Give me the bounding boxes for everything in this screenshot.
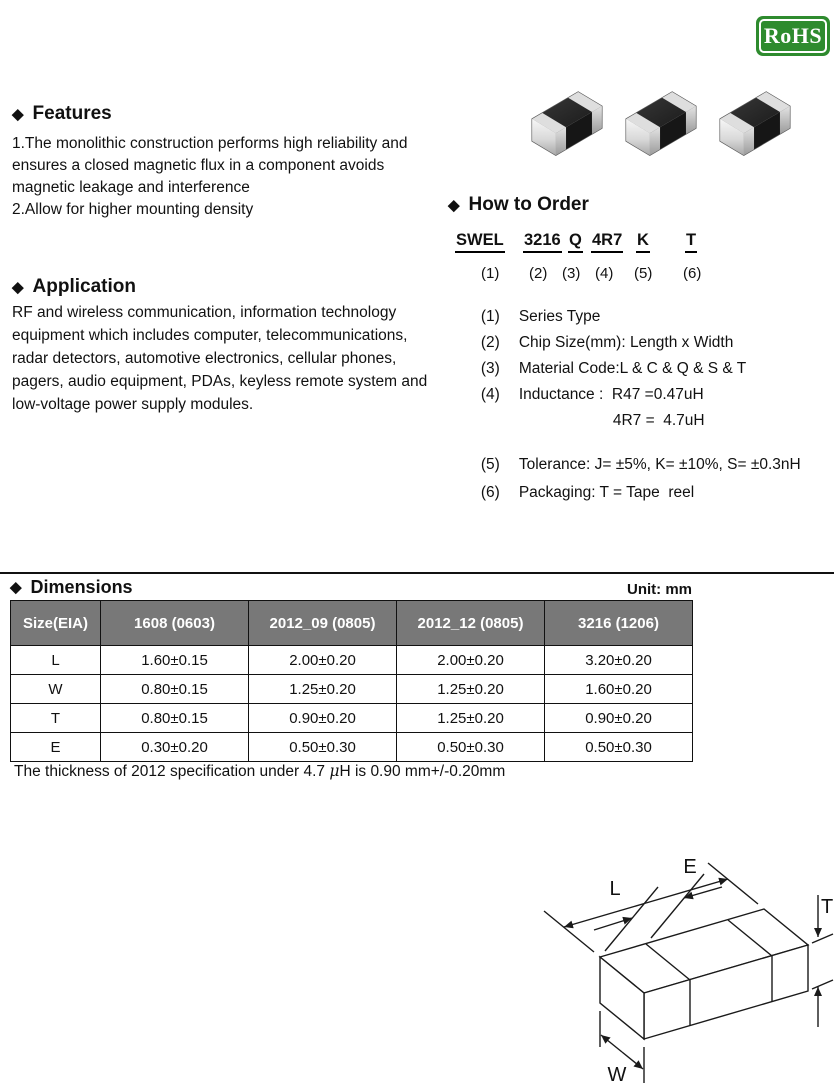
chip-photo [621, 82, 701, 158]
features-line: 1.The monolithic construction performs high reliability and [12, 135, 408, 152]
diamond-icon: ◆ [12, 278, 24, 296]
dimension-drawing [520, 835, 834, 1085]
features-line: magnetic leakage and interference [12, 179, 250, 196]
order-code-material: Q [568, 231, 583, 253]
cell: 1.25±0.20 [249, 675, 397, 704]
diamond-icon: ◆ [448, 196, 460, 214]
label-E: E [683, 856, 697, 878]
order-code [455, 231, 755, 289]
cell: 0.80±0.15 [101, 675, 249, 704]
cell: 0.90±0.20 [545, 704, 693, 733]
cell: 2.00±0.20 [249, 646, 397, 675]
column-header: 1608 (0603) [101, 601, 249, 646]
diamond-icon: ◆ [10, 579, 22, 596]
chip-photo [715, 82, 795, 158]
order-note-series: (1) Series Type [480, 308, 601, 325]
w-dimension-arrow [601, 1035, 622, 1052]
label-T: T [821, 896, 834, 918]
cell: 1.25±0.20 [397, 704, 545, 733]
features-heading [12, 103, 112, 125]
cell: 0.30±0.20 [101, 733, 249, 762]
e-dimension-arrow [594, 918, 632, 930]
extension-line [812, 934, 833, 943]
order-note-inductance-line2: 4R7 = 4.7uH [612, 412, 705, 429]
thickness-note: The thickness of 2012 specification under 4.7 μH is 0.90 mm+/-0.20mm [14, 762, 506, 780]
order-position-label: (4) [595, 265, 614, 282]
l-dimension-arrow [646, 879, 728, 903]
order-position-label: (6) [683, 265, 702, 282]
order-code-tolerance: K [636, 231, 650, 253]
cell: 0.50±0.30 [545, 733, 693, 762]
order-code-size: 3216 [523, 231, 562, 253]
table-row [11, 733, 693, 762]
rohs-badge-label: RoHS [759, 19, 827, 53]
dimensions-heading-label: Dimensions [30, 577, 133, 597]
order-position-label: (3) [562, 265, 581, 282]
cell: 0.50±0.30 [397, 733, 545, 762]
table-row [11, 704, 693, 733]
row-label: W [11, 675, 101, 704]
column-header: 2012_09 (0805) [249, 601, 397, 646]
unit-label: Unit: mm [627, 581, 692, 598]
cell: 0.90±0.20 [249, 704, 397, 733]
chip-photos [527, 82, 795, 158]
diamond-icon: ◆ [12, 105, 24, 123]
table-row [11, 675, 693, 704]
order-note-size: (2) Chip Size(mm): Length x Width [480, 334, 734, 351]
how-to-order-heading-label: How to Order [468, 194, 589, 215]
extension-line [812, 980, 833, 989]
order-note-material: (3) Material Code:L & C & Q & S & T [480, 360, 747, 377]
extension-line [544, 911, 594, 952]
cell: 1.60±0.15 [101, 646, 249, 675]
e-dimension-arrow [684, 887, 722, 898]
order-code-inductance: 4R7 [591, 231, 623, 253]
row-label: T [11, 704, 101, 733]
order-position-label: (1) [481, 265, 500, 282]
how-to-order-heading [448, 194, 589, 216]
label-W: W [607, 1064, 627, 1085]
l-dimension-arrow [564, 903, 646, 927]
chip-photo [527, 82, 607, 158]
application-heading-label: Application [32, 276, 136, 297]
cell: 0.50±0.30 [249, 733, 397, 762]
mu-symbol: μ [329, 762, 340, 780]
dimensions-table-header-row [11, 601, 693, 646]
order-position-label: (5) [634, 265, 653, 282]
column-header: Size(EIA) [11, 601, 101, 646]
rohs-badge [756, 16, 830, 56]
application-text: RF and wireless communication, information technology equipment which includes computer, telecommunications, radar detectors, automotive electronics, cellular phones, pagers, audio equipment, PDAs, keyless remote system and low-voltage power supply modules. [12, 304, 428, 413]
row-label: E [11, 733, 101, 762]
order-note-packaging: (6) Packaging: T = Tape reel [480, 484, 695, 501]
order-note-tolerance: (5) Tolerance: J= ±5%, K= ±10%, S= ±0.3nH [480, 456, 801, 473]
features-line: 2.Allow for higher mounting density [12, 201, 254, 218]
label-L: L [609, 878, 621, 900]
extension-line [708, 863, 758, 904]
cell: 1.25±0.20 [397, 675, 545, 704]
column-header: 3216 (1206) [545, 601, 693, 646]
features-line: ensures a closed magnetic flux in a component avoids [12, 157, 385, 174]
order-code-packaging: T [685, 231, 697, 253]
row-label: L [11, 646, 101, 675]
section-divider [0, 572, 834, 574]
order-code-series: SWEL [455, 231, 505, 253]
order-position-label: (2) [529, 265, 548, 282]
features-text [12, 133, 452, 221]
order-note-inductance: (4) Inductance : R47 =0.47uH [480, 386, 704, 403]
features-heading-label: Features [32, 103, 112, 124]
cell: 0.80±0.15 [101, 704, 249, 733]
dimensions-table [10, 600, 693, 762]
column-header: 2012_12 (0805) [397, 601, 545, 646]
application-heading [12, 276, 136, 298]
table-row [11, 646, 693, 675]
cell: 3.20±0.20 [545, 646, 693, 675]
cell: 1.60±0.20 [545, 675, 693, 704]
cell: 2.00±0.20 [397, 646, 545, 675]
